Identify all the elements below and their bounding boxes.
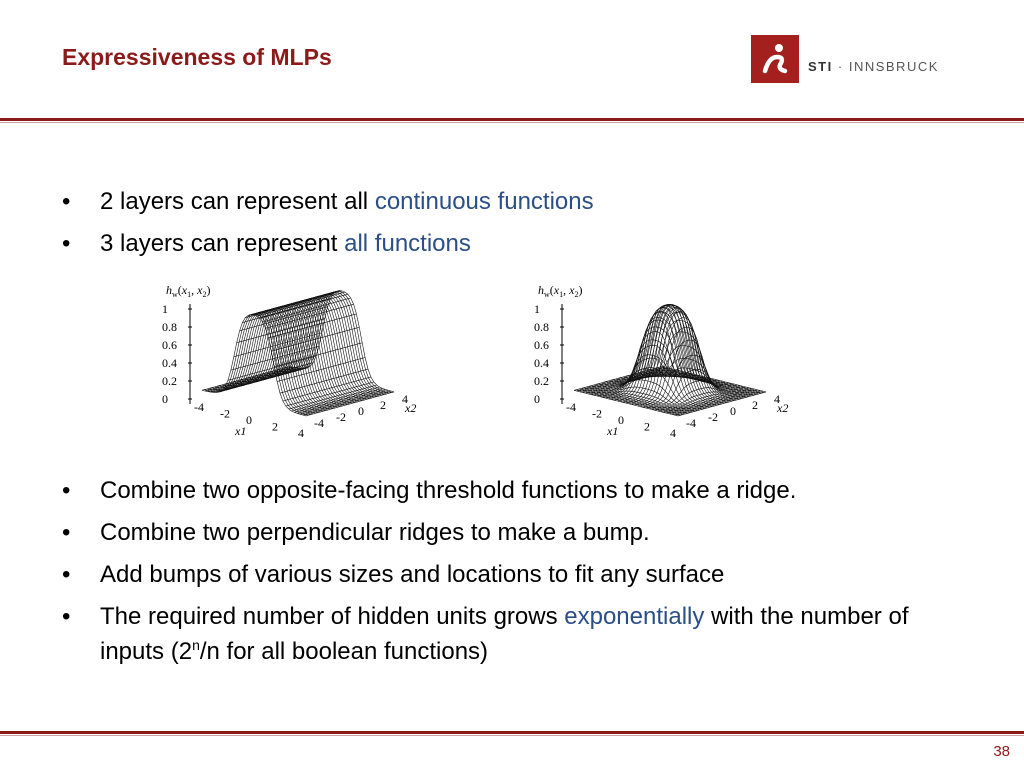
bump-x2tick-label: -4 — [686, 415, 696, 430]
bullet-item: • 3 layers can represent all functions — [62, 229, 962, 258]
ridge-x2tick-label: 4 — [402, 391, 408, 406]
bump-x1tick-label: 4 — [670, 425, 676, 440]
page-number: 38 — [993, 743, 1010, 760]
bump-x2-label: x2 — [777, 400, 789, 415]
ridge-x1tick-label: 2 — [272, 419, 278, 434]
ridge-x1tick-label: 0 — [246, 413, 252, 427]
bump-ztick-label: 0 — [534, 392, 540, 406]
logo-name: INNSBRUCK — [848, 59, 939, 74]
logo-wordmark — [808, 59, 939, 74]
bump-ztick-label: 0.8 — [534, 320, 549, 334]
ridge-zaxis-label: $h_w(x_1$, $x_2$) — [166, 283, 211, 299]
bump-surface-plot — [520, 276, 820, 446]
ridge-ztick-label: 0.6 — [162, 338, 177, 352]
ridge-x1tick-label: 4 — [298, 425, 304, 440]
ridge-x2tick-label: -4 — [314, 415, 324, 430]
ridge-surface-plot — [148, 276, 448, 446]
footer-divider — [0, 731, 1024, 734]
bullet-item: • Combine two opposite-facing threshold functions to make a ridge. — [62, 476, 962, 505]
bump-ztick-label: 0.6 — [534, 338, 549, 352]
bump-x2tick-label: 2 — [752, 397, 758, 412]
highlight-text: all functions — [344, 230, 471, 257]
ridge-x2-label: x2 — [405, 400, 417, 415]
bump-x1-label: x1 — [607, 423, 619, 438]
header-divider — [0, 118, 1024, 121]
header-divider-thin — [0, 122, 1024, 123]
bullet-item: • Add bumps of various sizes and locations to fit any surface — [62, 560, 962, 589]
ridge-ztick-label: 0.4 — [162, 356, 177, 370]
ridge-x2tick-label: 0 — [358, 403, 364, 418]
bump-x2tick-label: 0 — [730, 403, 736, 418]
bump-x1tick-label: -2 — [592, 406, 602, 421]
ridge-x1-label: x1 — [235, 423, 247, 438]
bump-ztick-label: 0.2 — [534, 374, 549, 388]
bump-x2tick-label: 4 — [774, 391, 780, 406]
slide-title: Expressiveness of MLPs — [62, 44, 332, 70]
bump-zaxis-label: $h_w(x_1$, $x_2$) — [538, 283, 583, 299]
bump-mesh-line — [611, 311, 715, 406]
ridge-ztick-label: 1 — [162, 302, 168, 316]
bullet-item: • Combine two perpendicular ridges to make a bump. — [62, 518, 962, 547]
logo-brand: STI — [808, 59, 833, 74]
bullet-item: • The required number of hidden units grows exponentially with the number of inputs (2$^n$/n for all boolean functions) — [62, 602, 962, 666]
ridge-x2tick-label: -2 — [336, 409, 346, 424]
ridge-mesh-line — [294, 388, 382, 412]
bump-ztick-label: 1 — [534, 302, 540, 316]
highlight-text: continuous functions — [374, 188, 594, 215]
bump-x2tick-label: -2 — [708, 409, 718, 424]
bump-x1tick-label: 0 — [618, 413, 624, 427]
ridge-ztick-label: 0.2 — [162, 374, 177, 388]
bump-ztick-label: 0.4 — [534, 356, 549, 370]
logo-separator: · — [837, 59, 844, 74]
ridge-x2tick-label: 2 — [380, 397, 386, 412]
bottom-bullet-list — [62, 476, 962, 679]
bump-x1tick-label: -4 — [566, 400, 576, 415]
highlight-text: exponentially — [564, 603, 705, 630]
bullet-item: • 2 layers can represent all continuous functions — [62, 187, 962, 216]
ridge-ztick-label: 0.8 — [162, 320, 177, 334]
bump-mesh-line — [662, 366, 766, 392]
ridge-x1tick-label: -4 — [194, 400, 204, 415]
bump-x1tick-label: 2 — [644, 419, 650, 434]
ridge-x1tick-label: -2 — [220, 406, 230, 421]
ridge-ztick-label: 0 — [162, 392, 168, 406]
sti-logo-icon — [751, 35, 799, 83]
top-bullet-list — [62, 187, 962, 271]
bump-mesh-line — [664, 388, 752, 412]
footer-divider-thin — [0, 735, 1024, 736]
